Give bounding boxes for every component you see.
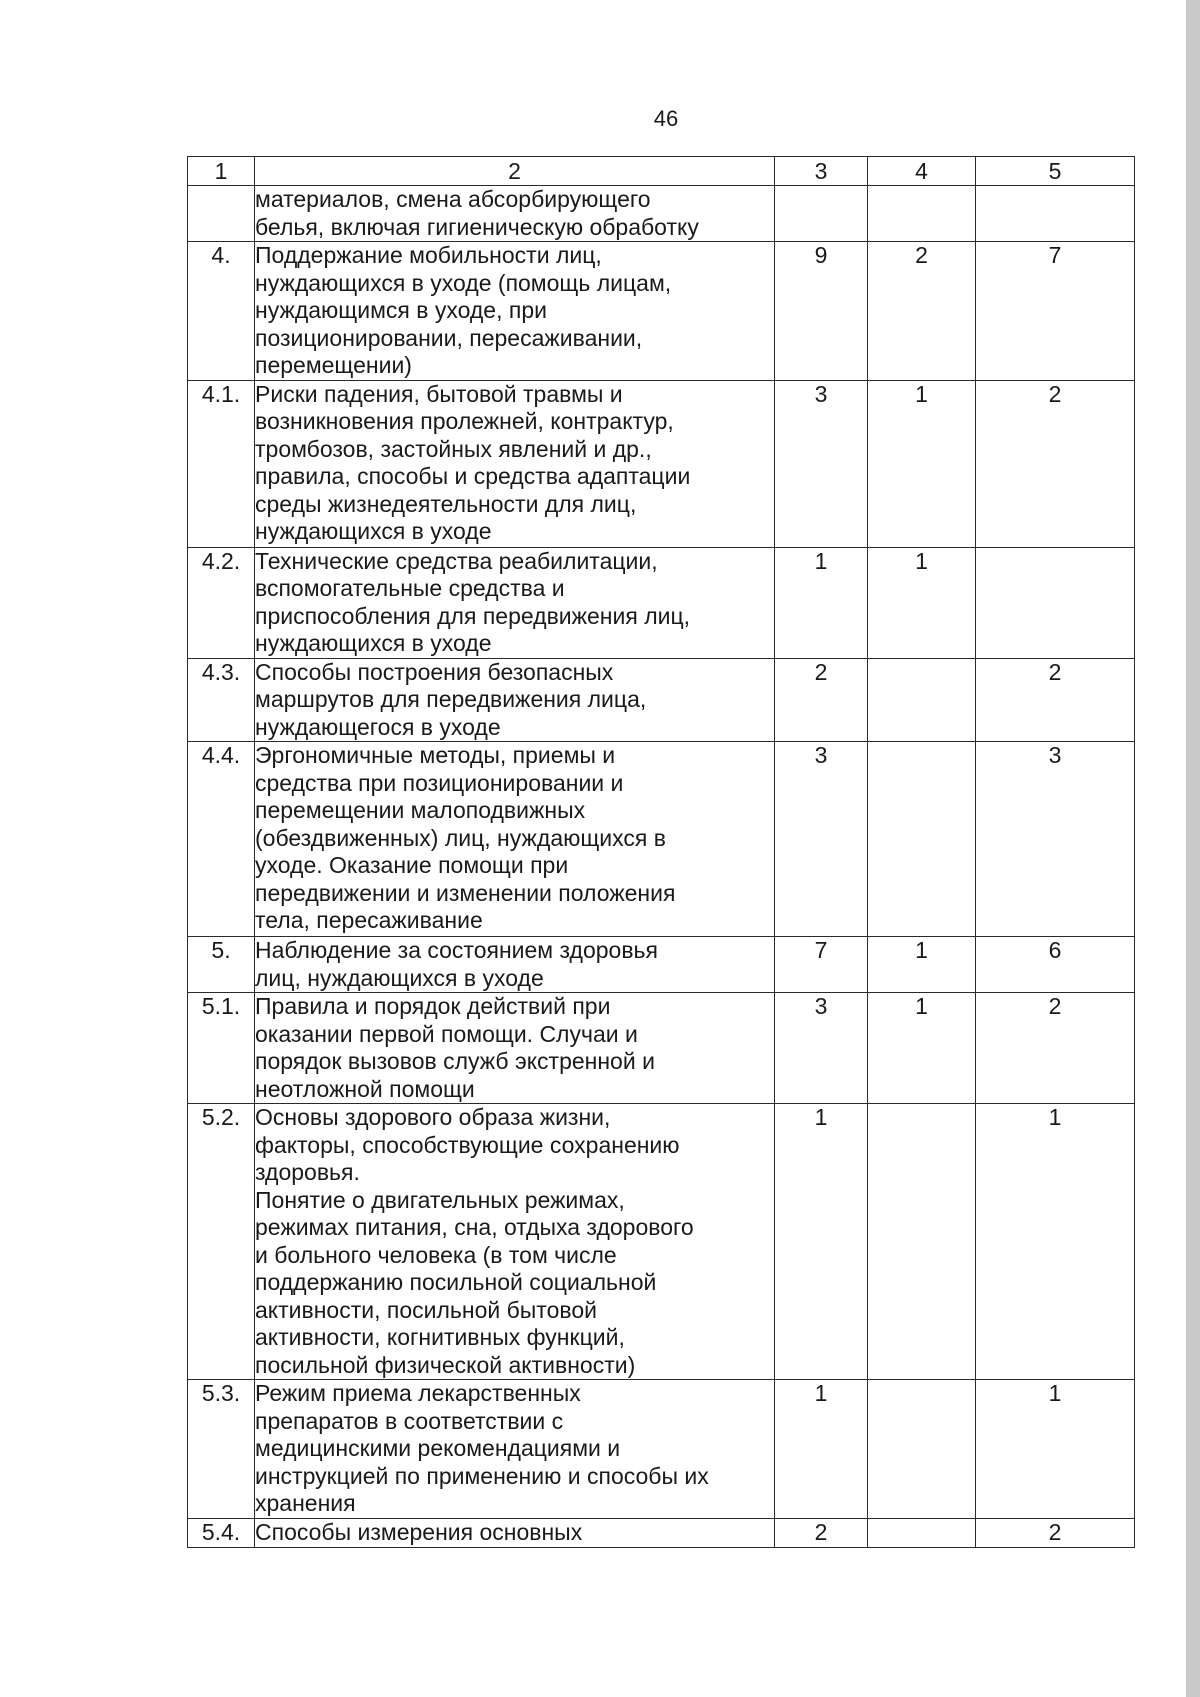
row-theory-hours: 1 (868, 547, 976, 658)
row-theory-hours (868, 1104, 976, 1380)
row-topic: Основы здорового образа жизни, факторы, способствующие сохранению здоровья. Понятие о двигательных режимах, режимах питания, сна, отдыха здорового и больного человека (в том числе поддержанию посильной социальной активности, посильной бытовой активности, когнитивных функций, посильной физической активности) (255, 1104, 775, 1380)
row-number: 5.1. (188, 993, 255, 1104)
row-practice-hours: 2 (976, 658, 1135, 742)
row-topic: Наблюдение за состоянием здоровья лиц, нуждающихся в уходе (255, 937, 775, 993)
row-practice-hours: 2 (976, 380, 1135, 547)
column-header-1: 1 (188, 157, 255, 186)
row-total-hours: 7 (775, 937, 868, 993)
row-number: 5.3. (188, 1380, 255, 1519)
row-total-hours: 1 (775, 547, 868, 658)
row-topic: Способы измерения основных (255, 1519, 775, 1548)
row-practice-hours (976, 547, 1135, 658)
row-total-hours: 3 (775, 742, 868, 937)
row-topic: Режим приема лекарственных препаратов в соответствии с медицинскими рекомендациями и инструкцией по применению и способы их хранения (255, 1380, 775, 1519)
row-theory-hours (868, 1519, 976, 1548)
table-row (188, 1519, 1135, 1548)
row-theory-hours (868, 658, 976, 742)
row-number: 5.2. (188, 1104, 255, 1380)
row-topic: Технические средства реабилитации, вспомогательные средства и приспособления для передвижения лиц, нуждающихся в уходе (255, 547, 775, 658)
row-practice-hours: 2 (976, 1519, 1135, 1548)
row-number: 4.2. (188, 547, 255, 658)
row-topic: Риски падения, бытовой травмы и возникновения пролежней, контрактур, тромбозов, застойных явлений и др., правила, способы и средства адаптации среды жизнедеятельности для лиц, нуждающихся в уходе (255, 380, 775, 547)
table-row (188, 1104, 1135, 1380)
row-theory-hours: 2 (868, 242, 976, 381)
column-header-3: 3 (775, 157, 868, 186)
row-practice-hours: 1 (976, 1104, 1135, 1380)
table-row (188, 937, 1135, 993)
table-row (188, 658, 1135, 742)
row-total-hours: 2 (775, 658, 868, 742)
row-total-hours: 2 (775, 1519, 868, 1548)
row-total-hours (775, 186, 868, 242)
column-header-5: 5 (976, 157, 1135, 186)
row-topic: Способы построения безопасных маршрутов для передвижения лица, нуждающегося в уходе (255, 658, 775, 742)
row-practice-hours: 6 (976, 937, 1135, 993)
column-header-4: 4 (868, 157, 976, 186)
row-total-hours: 1 (775, 1104, 868, 1380)
row-number: 4.4. (188, 742, 255, 937)
curriculum-table (187, 156, 1135, 1548)
row-total-hours: 3 (775, 380, 868, 547)
table-row (188, 380, 1135, 547)
table-row (188, 993, 1135, 1104)
row-total-hours: 3 (775, 993, 868, 1104)
row-theory-hours: 1 (868, 993, 976, 1104)
row-topic: Поддержание мобильности лиц, нуждающихся в уходе (помощь лицам, нуждающимся в уходе, при позиционировании, пересаживании, перемещении) (255, 242, 775, 381)
row-number: 4.3. (188, 658, 255, 742)
row-theory-hours (868, 186, 976, 242)
table-row (188, 742, 1135, 937)
row-total-hours: 1 (775, 1380, 868, 1519)
row-topic: материалов, смена абсорбирующего белья, включая гигиеническую обработку (255, 186, 775, 242)
scan-edge (1186, 0, 1200, 1697)
header-row (188, 157, 1135, 186)
row-theory-hours: 1 (868, 380, 976, 547)
row-practice-hours: 2 (976, 993, 1135, 1104)
row-topic: Эргономичные методы, приемы и средства при позиционировании и перемещении малоподвижных (обездвиженных) лиц, нуждающихся в уходе. Оказание помощи при передвижении и изменении положения тела, пересаживание (255, 742, 775, 937)
row-theory-hours: 1 (868, 937, 976, 993)
row-practice-hours: 3 (976, 742, 1135, 937)
row-number: 5.4. (188, 1519, 255, 1548)
row-total-hours: 9 (775, 242, 868, 381)
table-row (188, 242, 1135, 381)
row-practice-hours: 7 (976, 242, 1135, 381)
table-row (188, 547, 1135, 658)
table-row (188, 1380, 1135, 1519)
row-number: 4. (188, 242, 255, 381)
row-theory-hours (868, 742, 976, 937)
row-topic: Правила и порядок действий при оказании первой помощи. Случаи и порядок вызовов служб экстренной и неотложной помощи (255, 993, 775, 1104)
row-number: 5. (188, 937, 255, 993)
row-practice-hours: 1 (976, 1380, 1135, 1519)
row-number (188, 186, 255, 242)
page-number: 46 (653, 106, 679, 131)
table-row (188, 186, 1135, 242)
row-practice-hours (976, 186, 1135, 242)
row-theory-hours (868, 1380, 976, 1519)
row-number: 4.1. (188, 380, 255, 547)
column-header-2: 2 (255, 157, 775, 186)
